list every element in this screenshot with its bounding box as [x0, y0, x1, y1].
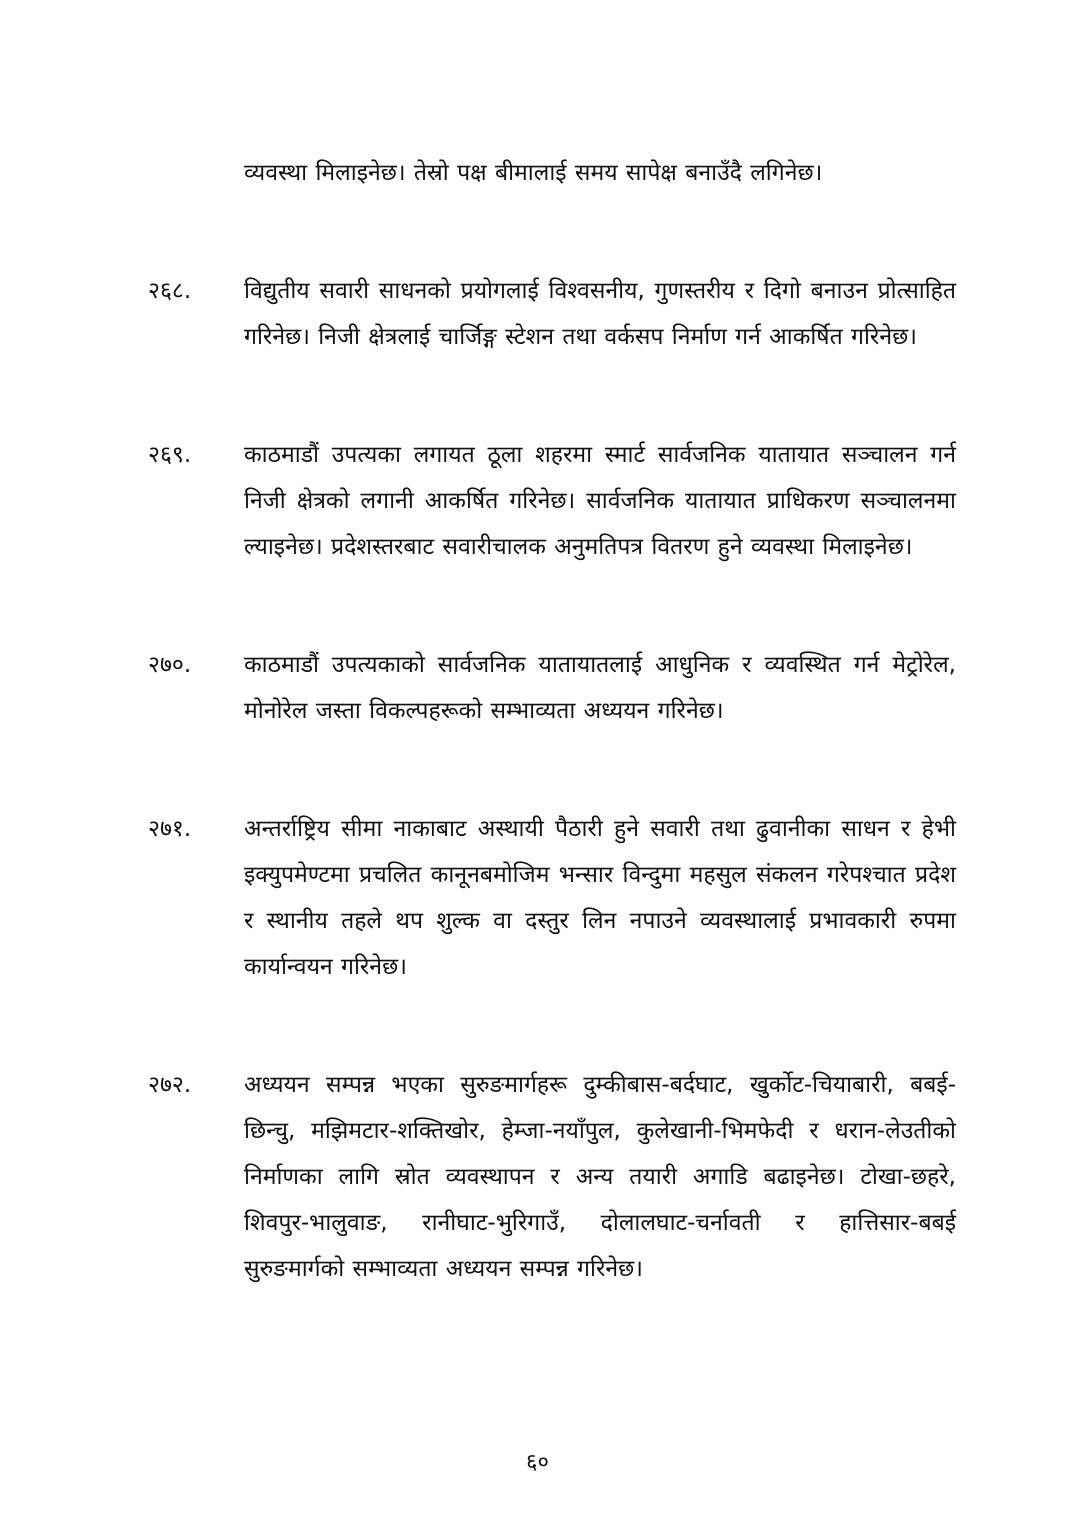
paragraph-number: २६९.	[148, 442, 192, 468]
paragraph-text: अध्ययन सम्पन्न भएका सुरुङमार्गहरू दुम्कीबास-बर्दघाट, खुर्कोट-चियाबारी, बबई-छिन्चु, मझिमटार-शक्तिखोर, हेम्जा-नयाँपुल, कुलेखानी-भिमफेदी र धरान-लेउतीको निर्माणका लागि स्रोत व्यवस्थापन र अन्य तयारी अगाडि बढाइनेछ। टोखा-छहरे, शिवपुर-भालुवाङ, रानीघाट-भुरिगाउँ, दोलालघाट-चर्नावती र हात्तिसार-बबई सुरुङमार्गको सम्भाव्यता अध्ययन सम्पन्न गरिनेछ।	[244, 1072, 956, 1282]
paragraph-number: २६८.	[148, 278, 192, 304]
paragraph-text: काठमाडौं उपत्यकाको सार्वजनिक यातायातलाई आधुनिक र व्यवस्थित गर्न मेट्रोरेल, मोनोरेल जस्ता विकल्पहरूको सम्भाव्यता अध्ययन गरिनेछ।	[244, 652, 956, 724]
paragraph-number: २७२.	[148, 1072, 192, 1098]
paragraph-text: अन्तर्राष्ट्रिय सीमा नाकाबाट अस्थायी पैठारी हुने सवारी तथा ढुवानीका साधन र हेभी इक्युपमेण्टमा प्रचलित कानूनबमोजिम भन्सार विन्दुमा महसुल संकलन गरेपश्चात प्रदेश र स्थानीय तहले थप शुल्क वा दस्तुर लिन नपाउने व्यवस्थालाई प्रभावकारी रुपमा कार्यान्वयन गरिनेछ।	[244, 816, 956, 980]
paragraph-text: व्यवस्था मिलाइनेछ। तेस्रो पक्ष बीमालाई समय सापेक्ष बनाउँदै लगिनेछ।	[244, 160, 823, 186]
paragraph-number: २७१.	[148, 816, 192, 842]
page-number: ६०	[526, 1450, 549, 1475]
paragraph-number: २७०.	[148, 652, 192, 678]
paragraph-text: काठमाडौं उपत्यका लगायत ठूला शहरमा स्मार्ट सार्वजनिक यातायात सञ्चालन गर्न निजी क्षेत्रको लगानी आकर्षित गरिनेछ। सार्वजनिक यातायात प्राधिकरण सञ्चालनमा ल्याइनेछ। प्रदेशस्तरबाट सवारीचालक अनुमतिपत्र वितरण हुने व्यवस्था मिलाइनेछ।	[244, 442, 956, 560]
paragraph-text: विद्युतीय सवारी साधनको प्रयोगलाई विश्वसनीय, गुणस्तरीय र दिगो बनाउन प्रोत्साहित गरिनेछ। निजी क्षेत्रलाई चार्जिङ्ग स्टेशन तथा वर्कसप निर्माण गर्न आकर्षित गरिनेछ।	[244, 278, 956, 350]
